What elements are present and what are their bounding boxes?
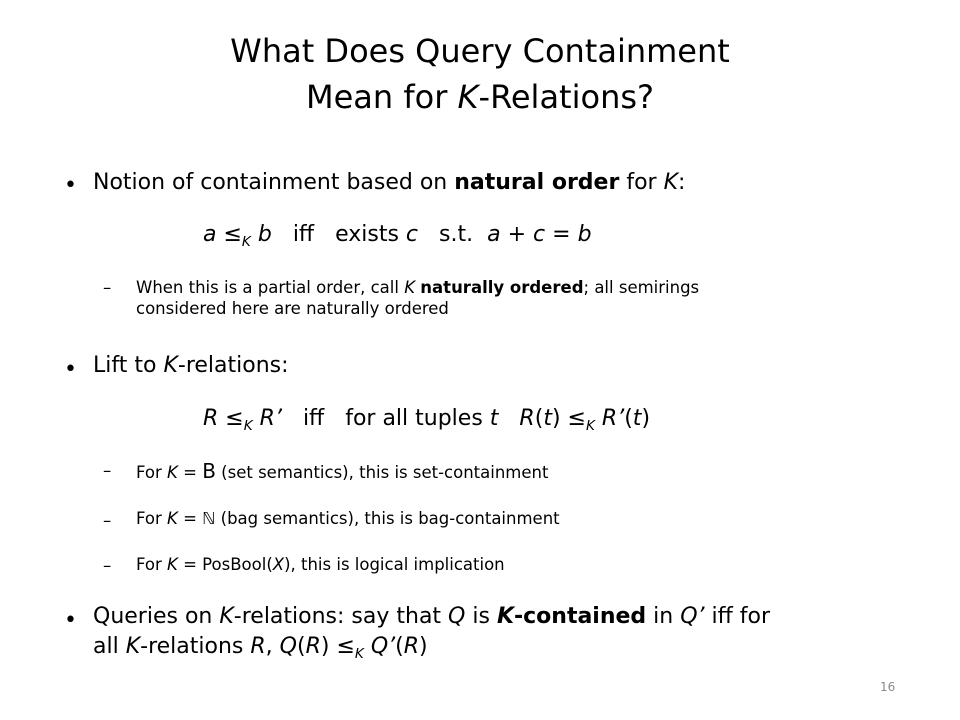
bullet-marker-2: •: [64, 357, 77, 382]
dash-marker-1: –: [103, 278, 112, 297]
bullet-natural-order: Notion of containment based on natural order for K:: [93, 170, 686, 195]
formula-k-relation-order: $R \le_K$ R’ iff for all tuples t $R(t) \le_K$ R’(t): [203, 406, 651, 434]
bullet-k-contained-line-2: all K-relations R, $Q(R) \le_K$ Q’(R): [93, 634, 428, 662]
page-number: 16: [880, 680, 896, 694]
subbullet-posbool: For K = PosBool(X), this is logical implication: [136, 555, 505, 574]
dash-marker-3: –: [103, 511, 112, 530]
bullet-marker-1: •: [64, 173, 77, 198]
bullet-marker-3: •: [64, 608, 77, 633]
dash-marker-2: –: [103, 461, 112, 480]
dash-marker-4: –: [103, 556, 112, 575]
slide-title-line-1: What Does Query Containment: [230, 32, 730, 70]
slide-title: [0, 28, 960, 120]
bullet-k-contained: Queries on K-relations: say that Q is K-contained in Q’ iff for: [93, 604, 771, 629]
formula-natural-order: $a \le_K$ b iff exists c s.t. a + c = b: [203, 222, 592, 250]
subbullet-set-semantics: For K = B (set semantics), this is set-containment: [136, 459, 549, 483]
slide-title-line-2: Mean for K-Relations?: [306, 78, 654, 116]
subbullet-partial-order: When this is a partial order, call K naturally ordered; all semirings: [136, 278, 700, 297]
subbullet-bag-semantics: For K = ℕ (bag semantics), this is bag-containment: [136, 509, 560, 528]
subbullet-partial-order-line-2: considered here are naturally ordered: [136, 299, 449, 318]
bullet-lift-k-relations: Lift to K-relations:: [93, 353, 289, 378]
